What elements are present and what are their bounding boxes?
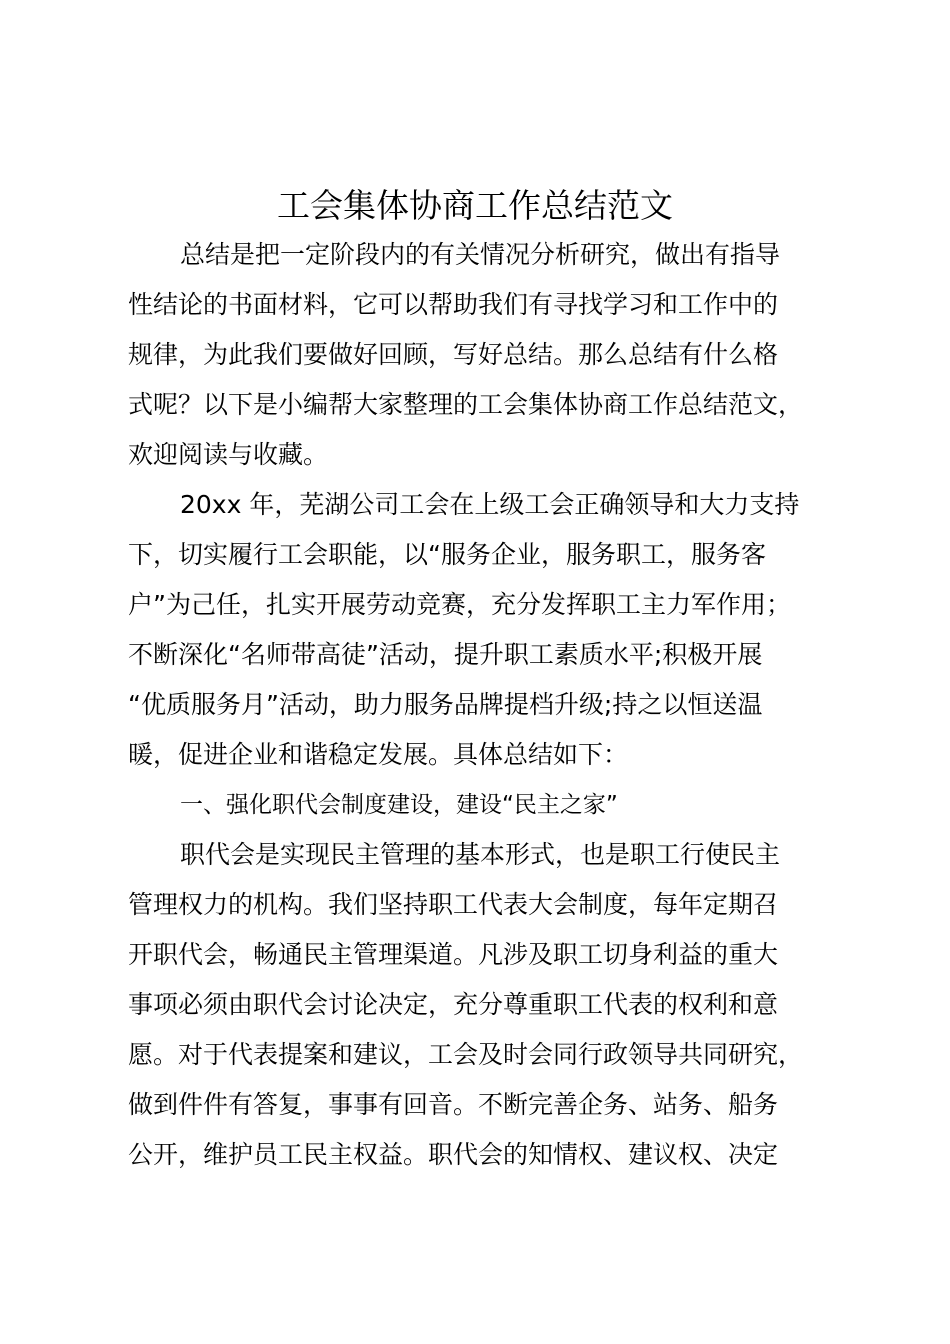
paragraph-3-line-2: 管理权力的机构。我们坚持职工代表大会制度，每年定期召 <box>128 890 779 919</box>
paragraph-2-line-1: 20xx 年，芜湖公司工会在上级工会正确领导和大力支持 <box>180 490 800 519</box>
paragraph-3-line-1: 职代会是实现民主管理的基本形式，也是职工行使民主 <box>180 840 781 869</box>
paragraph-3-line-3: 开职代会，畅通民主管理渠道。凡涉及职工切身利益的重大 <box>128 940 779 969</box>
section-heading-1: 一、强化职代会制度建设，建设“民主之家” <box>180 792 618 818</box>
paragraph-3-line-5: 愿。对于代表提案和建议，工会及时会同行政领导共同研究， <box>128 1040 804 1069</box>
paragraph-3-line-7: 公开，维护员工民主权益。职代会的知情权、建议权、决定 <box>128 1140 779 1169</box>
paragraph-3-line-6: 做到件件有答复，事事有回音。不断完善企务、站务、船务 <box>128 1090 779 1119</box>
paragraph-1-line-1: 总结是把一定阶段内的有关情况分析研究，做出有指导 <box>180 240 781 269</box>
paragraph-3-line-4: 事项必须由职代会讨论决定，充分尊重职工代表的权利和意 <box>128 990 779 1019</box>
paragraph-1-line-5: 欢迎阅读与收藏。 <box>128 440 329 469</box>
paragraph-2-line-2: 下，切实履行工会职能，以“服务企业，服务职工，服务客 <box>128 540 766 569</box>
paragraph-1-line-3: 规律，为此我们要做好回顾，写好总结。那么总结有什么格 <box>128 340 779 369</box>
paragraph-1-line-4: 式呢？以下是小编帮大家整理的工会集体协商工作总结范文， <box>128 390 804 419</box>
paragraph-2-line-5: “优质服务月”活动，助力服务品牌提档升级;持之以恒送温 <box>128 690 763 719</box>
paragraph-2-line-4: 不断深化“名师带高徒”活动，提升职工素质水平;积极开展 <box>128 640 763 669</box>
document-title: 工会集体协商工作总结范文 <box>277 186 673 225</box>
paragraph-2-line-3: 户”为己任，扎实开展劳动竞赛，充分发挥职工主力军作用； <box>128 590 791 619</box>
paragraph-1-line-2: 性结论的书面材料，它可以帮助我们有寻找学习和工作中的 <box>128 290 779 319</box>
paragraph-2-line-6: 暖，促进企业和谐稳定发展。具体总结如下： <box>128 740 629 769</box>
